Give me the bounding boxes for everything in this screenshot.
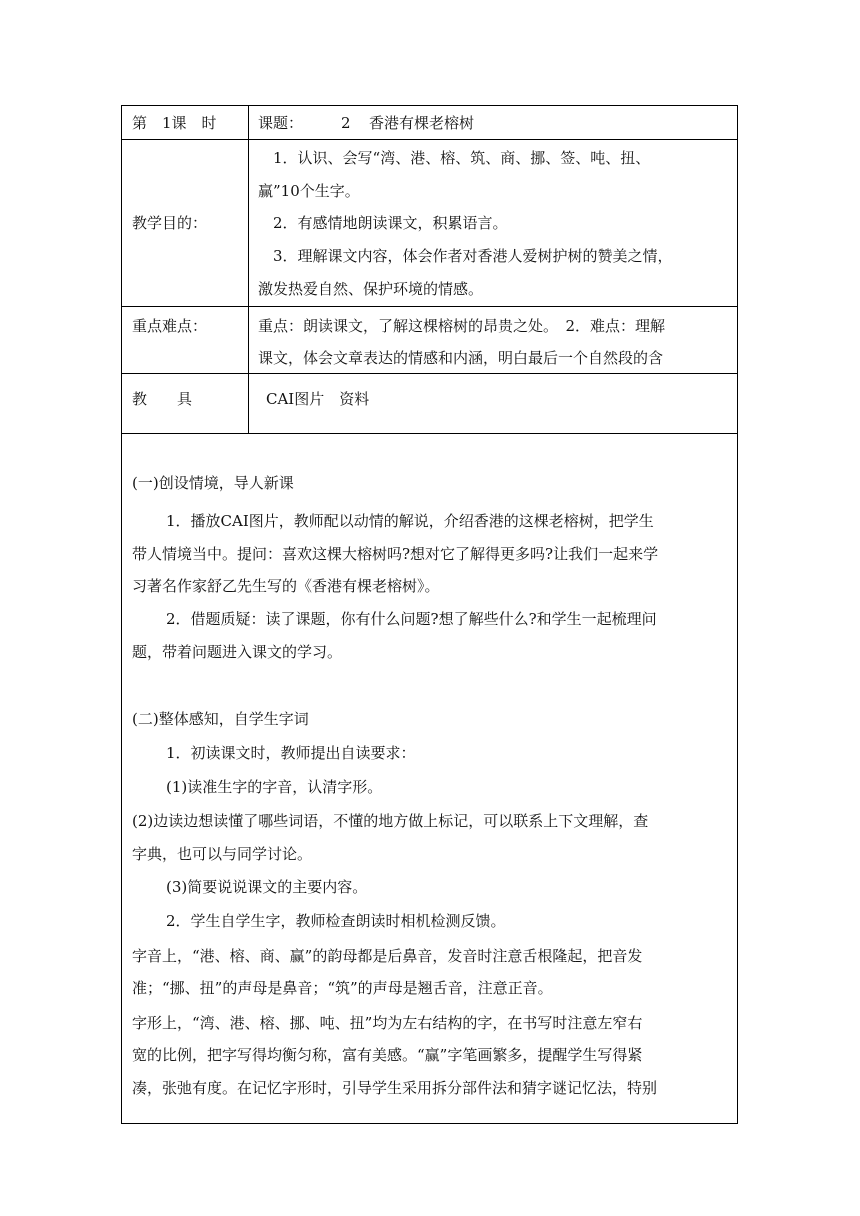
row-divider: [122, 306, 737, 307]
body-line: 2．借题质疑：读了课题，你有什么问题?想了解些什么?和学生一起梳理问: [166, 610, 657, 628]
column-divider: [248, 106, 249, 433]
objective-line: 2．有感情地朗读课文，积累语言。: [273, 214, 508, 232]
body-line: 带人情境当中。提问：喜欢这棵大榕树吗?想对它了解得更多吗?让我们一起来学: [132, 545, 659, 563]
body-line: 凑，张弛有度。在记忆字形时，引导学生采用拆分部件法和猜字谜记忆法，特别: [132, 1079, 658, 1097]
body-line: 2．学生自学生字，教师检查朗读时相机检测反馈。: [166, 912, 506, 930]
row-divider: [122, 139, 737, 140]
lesson-number: 2: [341, 114, 351, 132]
body-line: 字形上，“湾、港、榕、挪、吨、扭”均为左右结构的字，在书写时注意左窄右: [132, 1014, 643, 1032]
key-points-line: 重点：朗读课文，了解这棵榕树的昂贵之处。 2．难点：理解: [258, 317, 666, 335]
lesson-period-label: 第 1课 时: [132, 114, 217, 132]
body-line: 准；“挪、扭”的声母是鼻音；“筑”的声母是翘舌音，注意正音。: [132, 979, 553, 997]
key-points-line: 课文，体会文章表达的情感和内涵，明白最后一个自然段的含: [258, 349, 664, 367]
body-line: 习著名作家舒乙先生写的《香港有棵老榕树》。: [132, 577, 440, 595]
body-line: 题，带着问题进入课文的学习。: [132, 643, 343, 661]
section-heading: (二)整体感知，自学生字词: [132, 710, 309, 728]
lesson-plan-table: [121, 105, 738, 1124]
body-line: 1．播放CAI图片，教师配以动情的解说，介绍香港的这棵老榕树，把学生: [166, 512, 654, 530]
objectives-label: 教学目的：: [132, 214, 208, 232]
objective-line: 激发热爱自然、保护环境的情感。: [258, 280, 484, 298]
body-line: (3)简要说说课文的主要内容。: [166, 878, 368, 896]
tools-label: 教 具: [132, 390, 193, 408]
key-points-label: 重点难点：: [132, 317, 208, 335]
body-line: 1．初读课文时，教师提出自读要求：: [166, 744, 416, 762]
body-line: 字典，也可以与同学讨论。: [132, 845, 313, 863]
body-line: (2)边读边想读懂了哪些词语，不懂的地方做上标记，可以联系上下文理解，查: [132, 812, 649, 830]
lesson-title: 香港有棵老榕树: [369, 114, 475, 132]
tools-value: CAI图片 资料: [266, 390, 370, 408]
body-line: 字音上，“港、榕、商、赢”的韵母都是后鼻音，发音时注意舌根隆起，把音发: [132, 947, 643, 965]
objective-line: 赢”10个生字。: [258, 182, 360, 200]
body-line: (1)读准生字的字音，认清字形。: [166, 778, 383, 796]
objective-line: 1．认识、会写“湾、港、榕、筑、商、挪、签、吨、扭、: [273, 149, 651, 167]
section-heading: (一)创设情境，导人新课: [132, 474, 294, 492]
lesson-title-label: 课题：: [258, 114, 304, 132]
body-line: 宽的比例，把字写得均衡匀称，富有美感。“赢”字笔画繁多，提醒学生写得紧: [132, 1046, 643, 1064]
row-divider: [122, 373, 737, 374]
objective-line: 3．理解课文内容，体会作者对香港人爱树护树的赞美之情，: [273, 247, 673, 265]
row-divider: [122, 433, 737, 434]
